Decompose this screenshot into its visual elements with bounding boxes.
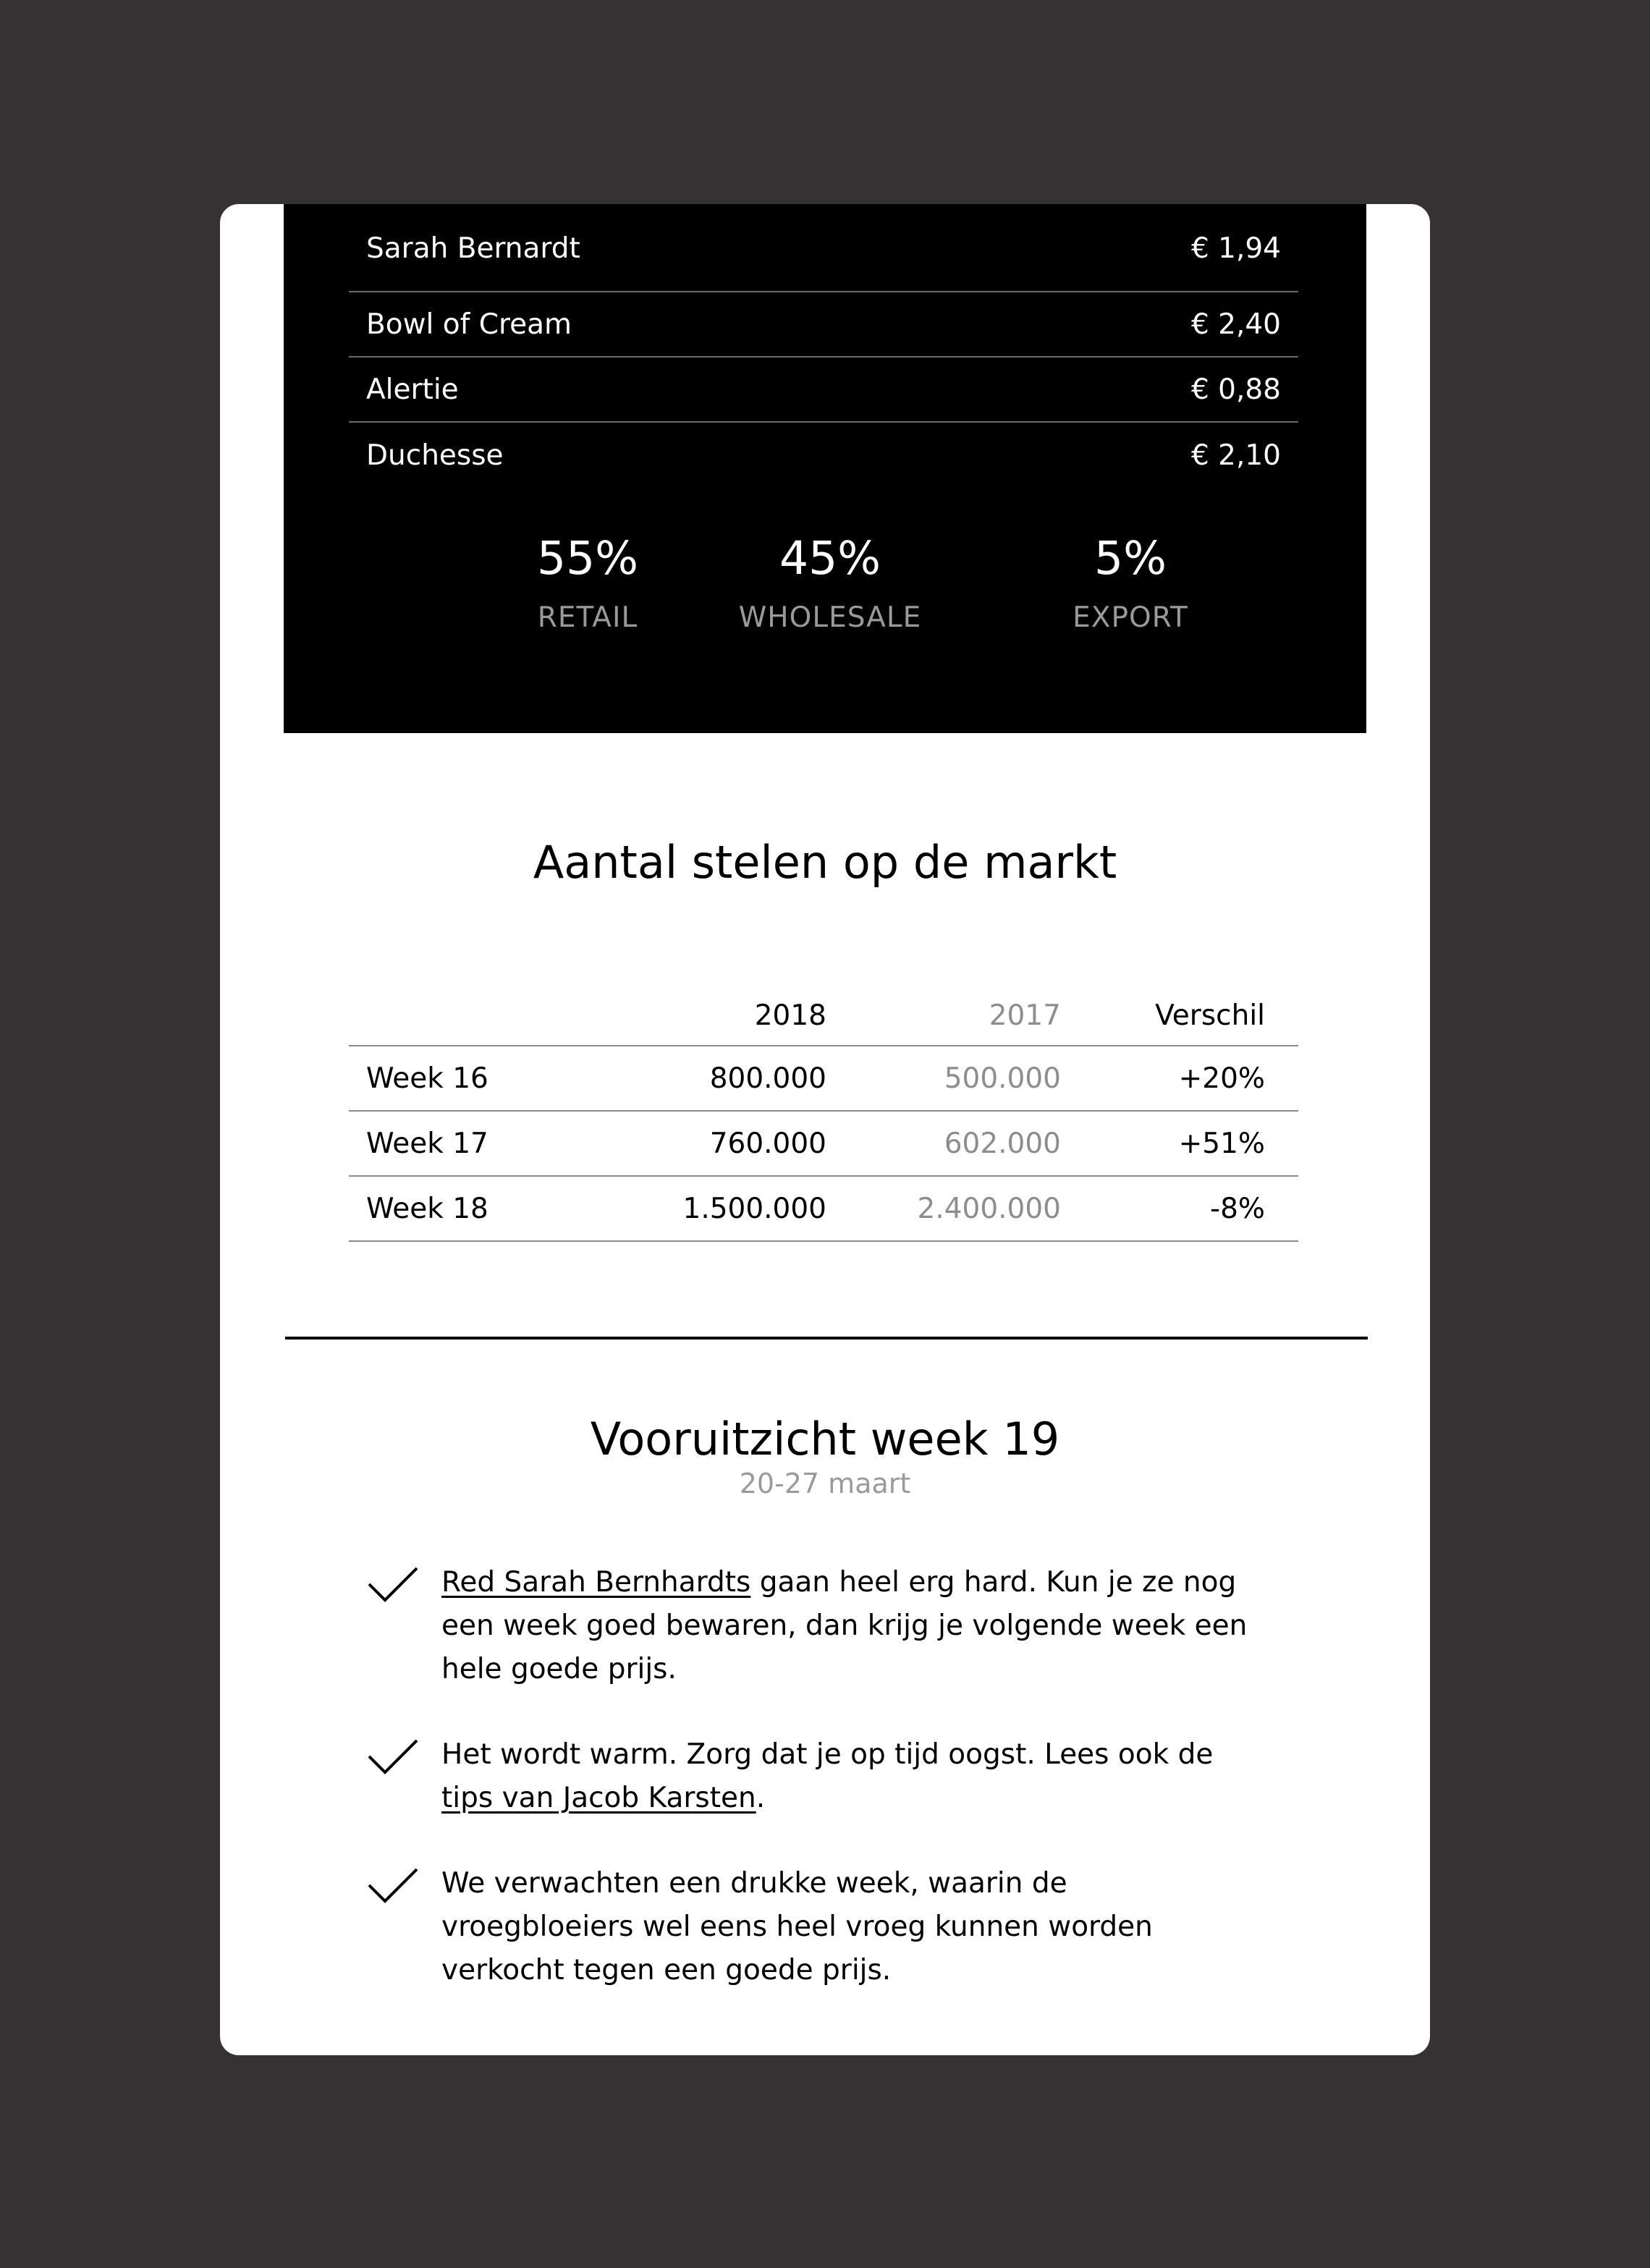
table-cell: +51%	[1178, 1127, 1265, 1160]
price-row	[349, 204, 1298, 292]
table-row	[349, 1112, 1298, 1177]
header-cell: 2017	[989, 999, 1061, 1032]
list-item	[365, 1862, 1262, 1992]
stat-wholesale	[707, 530, 953, 640]
price-panel	[284, 204, 1366, 733]
table-cell: Week 17	[366, 1127, 488, 1160]
table-cell: 602.000	[944, 1127, 1061, 1160]
variety-price: € 0,88	[1190, 373, 1281, 406]
table-cell: 1.500.000	[682, 1192, 826, 1225]
table-row	[349, 1046, 1298, 1112]
sales-channel-stats	[284, 530, 1366, 674]
variety-price: € 1,94	[1190, 232, 1281, 265]
list-item	[365, 1561, 1262, 1691]
table-cell: -8%	[1210, 1192, 1265, 1225]
table-cell: 760.000	[709, 1127, 826, 1160]
table-cell: +20%	[1178, 1062, 1265, 1095]
variety-name: Sarah Bernardt	[366, 232, 580, 265]
table-cell: 800.000	[709, 1062, 826, 1095]
header-cell: 2018	[754, 999, 826, 1032]
table-cell: Week 18	[366, 1192, 488, 1225]
market-table	[349, 957, 1298, 1242]
variety-name: Bowl of Cream	[366, 308, 572, 341]
price-row	[349, 292, 1298, 357]
variety-name: Alertie	[366, 373, 459, 406]
stat-retail	[465, 530, 711, 640]
price-row	[349, 423, 1298, 488]
stat-label: EXPORT	[1072, 601, 1188, 634]
stat-value: 55%	[536, 532, 639, 585]
table-header-row	[349, 957, 1298, 1046]
stat-label: WHOLESALE	[738, 601, 922, 634]
stat-label: RETAIL	[537, 601, 638, 634]
list-item	[365, 1733, 1262, 1820]
price-row	[349, 357, 1298, 423]
tip-text: Het wordt warm. Zorg dat je op tijd oogst. Lees ook de	[441, 1738, 1214, 1771]
header-cell: Verschil	[1155, 999, 1265, 1032]
tip-text: .	[756, 1782, 766, 1814]
jacob-karsten-tips-link[interactable]: tips van Jacob Karsten	[441, 1782, 756, 1814]
outlook-title: Vooruitzicht week 19	[590, 1413, 1060, 1465]
checkmark-icon	[368, 1739, 418, 1777]
tip-text: We verwachten een drukke week, waarin de vroegbloeiers wel eens heel vroeg kunnen worden verkocht tegen een goede prijs.	[441, 1867, 1153, 1986]
variety-name: Duchesse	[366, 439, 504, 472]
checkmark-icon	[368, 1868, 418, 1905]
table-cell: 2.400.000	[917, 1192, 1061, 1225]
newsletter-card	[220, 204, 1430, 2055]
section-divider	[285, 1337, 1368, 1340]
outlook-date-range: 20-27 maart	[739, 1468, 911, 1499]
stat-export	[1007, 530, 1253, 640]
stat-value: 5%	[1094, 532, 1167, 585]
variety-price: € 2,10	[1190, 439, 1281, 472]
price-table	[349, 204, 1298, 488]
checkmark-icon	[368, 1567, 418, 1604]
table-cell: 500.000	[944, 1062, 1061, 1095]
market-title: Aantal stelen op de markt	[533, 836, 1117, 889]
stat-value: 45%	[779, 532, 881, 585]
table-row	[349, 1177, 1298, 1242]
tip-text: gaan heel erg hard. Kun je ze nog een week goed bewaren, dan krijg je volgende week een hele goede prijs.	[441, 1566, 1248, 1685]
variety-price: € 2,40	[1190, 308, 1281, 341]
red-sarah-bernhardts-link[interactable]: Red Sarah Bernhardts	[441, 1566, 751, 1599]
tips-list	[365, 1561, 1262, 2034]
table-cell: Week 16	[366, 1062, 488, 1095]
